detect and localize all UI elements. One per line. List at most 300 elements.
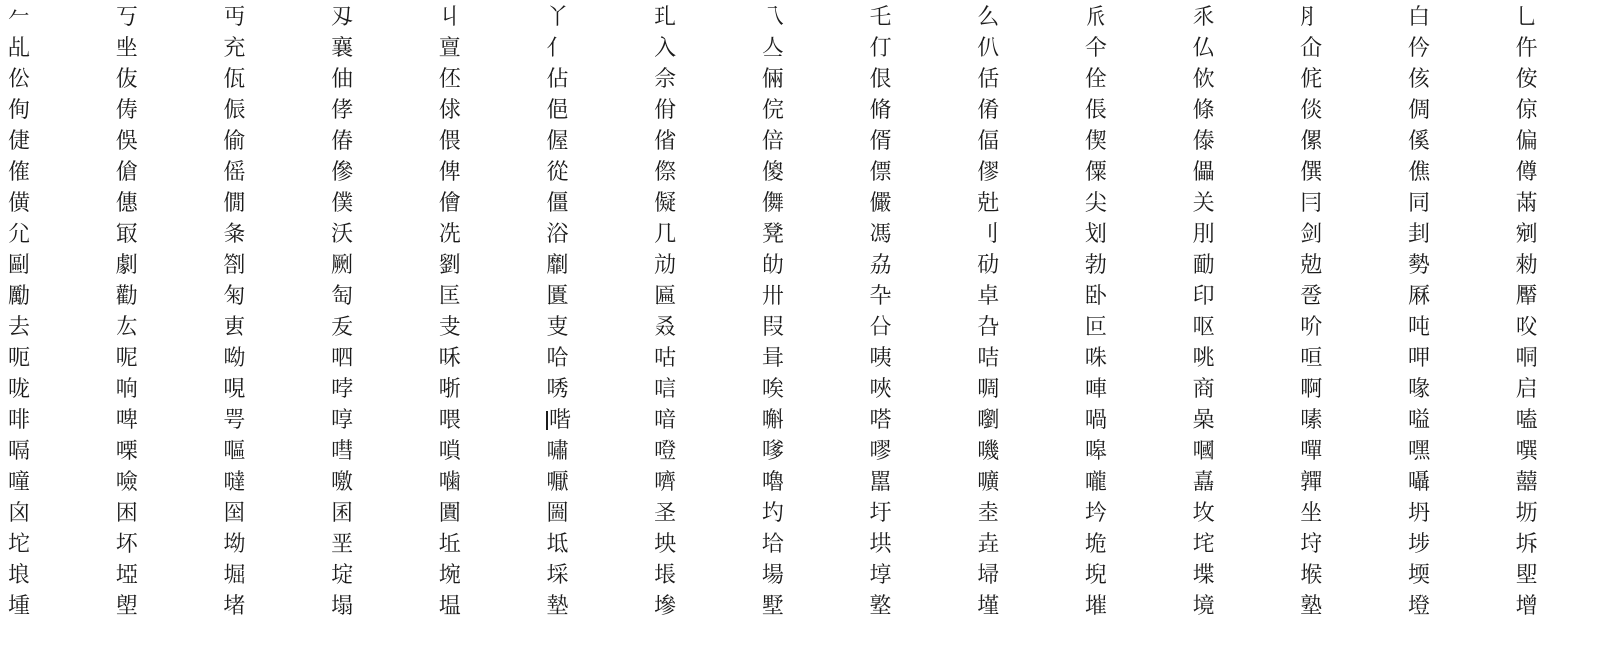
glyph-cell[interactable]: 場 [761,563,784,588]
glyph-cell[interactable]: 吨 [1407,315,1430,340]
glyph-cell[interactable]: 囁 [1407,470,1430,495]
glyph-cell[interactable]: 佤 [223,67,246,92]
glyph-cell[interactable]: 垝 [1084,532,1107,557]
glyph-cell[interactable]: 哯 [223,377,246,402]
glyph-cell[interactable]: 倀 [1084,98,1107,123]
glyph-cell[interactable]: 吤 [1300,315,1323,340]
glyph-cell[interactable]: 堀 [223,563,246,588]
glyph-cell[interactable]: 叴 [977,315,1000,340]
glyph-cell[interactable]: 坻 [546,532,569,557]
glyph-cell[interactable]: 囍 [1515,470,1538,495]
glyph-cell[interactable]: 白 [1407,5,1430,30]
glyph-cell[interactable]: 僔 [1515,160,1538,185]
glyph-cell[interactable]: 佘 [654,67,677,92]
glyph-cell[interactable]: 冣 [115,222,138,247]
glyph-cell[interactable]: 咭 [977,346,1000,371]
glyph-cell[interactable]: 丩 [438,5,461,30]
glyph-cell[interactable]: 劰 [761,253,784,278]
glyph-cell[interactable]: 埞 [331,563,354,588]
glyph-cell[interactable]: 傣 [1192,129,1215,154]
glyph-cell[interactable]: 叒 [654,315,677,340]
glyph-cell[interactable]: 囟 [8,501,31,526]
glyph-cell[interactable]: 俋 [546,98,569,123]
glyph-cell[interactable]: 噛 [438,470,461,495]
glyph-cell[interactable]: 偗 [654,129,677,154]
glyph-cell[interactable]: 刖 [1192,222,1215,247]
glyph-cell[interactable]: 卓 [977,284,1000,309]
glyph-cell[interactable]: 倜 [1407,98,1430,123]
glyph-cell[interactable]: 入 [654,36,677,61]
glyph-cell[interactable]: 浴 [546,222,569,247]
glyph-cell[interactable]: 傫 [1300,129,1323,154]
glyph-cell[interactable]: 厤 [1407,284,1430,309]
glyph-cell[interactable]: 亶 [438,36,461,61]
glyph-cell[interactable]: 堧 [1407,563,1430,588]
glyph-cell[interactable]: 厷 [115,315,138,340]
glyph-cell[interactable]: 嚕 [761,470,784,495]
glyph-cell[interactable]: 嗉 [1300,408,1323,433]
glyph-cell[interactable]: 侅 [1407,67,1430,92]
glyph-cell[interactable]: 儗 [654,191,677,216]
glyph-cell[interactable]: 沃 [331,222,354,247]
glyph-cell[interactable]: 咮 [1084,346,1107,371]
glyph-cell[interactable]: 叓 [546,315,569,340]
glyph-cell[interactable]: 丂 [115,5,138,30]
glyph-cell[interactable]: 嗥 [1084,439,1107,464]
glyph-cell[interactable]: 儛 [761,191,784,216]
glyph-cell[interactable]: 嘿 [1407,439,1430,464]
glyph-cell[interactable]: 坵 [438,532,461,557]
glyph-cell[interactable]: 僡 [115,191,138,216]
glyph-cell[interactable]: 墊 [546,594,569,619]
glyph-cell[interactable]: 喈 [546,405,654,436]
glyph-cell[interactable]: 去 [8,315,31,340]
glyph-cell[interactable]: 剾 [8,253,31,278]
glyph-cell[interactable]: 塱 [115,594,138,619]
glyph-cell[interactable]: 傪 [331,160,354,185]
glyph-cell[interactable]: 僩 [223,191,246,216]
glyph-cell[interactable]: 劂 [331,253,354,278]
glyph-cell[interactable]: 夈 [223,222,246,247]
glyph-cell[interactable]: 几 [654,222,677,247]
glyph-cell[interactable]: 亻 [546,36,569,61]
glyph-cell[interactable]: 垥 [761,532,784,557]
glyph-cell[interactable]: 呦 [223,346,246,371]
glyph-cell[interactable]: 刲 [1407,222,1430,247]
glyph-cell[interactable]: 埗 [1407,532,1430,557]
glyph-cell[interactable]: 噞 [115,470,138,495]
glyph-cell[interactable]: 啊 [1300,377,1323,402]
glyph-cell[interactable]: 佾 [654,98,677,123]
glyph-cell[interactable]: 僎 [1300,160,1323,185]
glyph-cell[interactable]: 亼 [761,36,784,61]
glyph-cell[interactable]: 匡 [438,284,461,309]
glyph-cell[interactable]: 咺 [1300,346,1323,371]
glyph-cell[interactable]: 伖 [115,67,138,92]
glyph-cell[interactable]: 唓 [1084,377,1107,402]
glyph-cell[interactable]: 圌 [546,501,569,526]
glyph-cell[interactable]: 條 [1192,98,1215,123]
glyph-cell[interactable]: 噇 [8,470,31,495]
glyph-cell[interactable]: 僬 [1407,160,1430,185]
glyph-cell[interactable]: 堹 [8,594,31,619]
glyph-cell[interactable]: 唁 [654,377,677,402]
glyph-cell[interactable]: 噭 [331,470,354,495]
glyph-cell[interactable]: 埽 [977,563,1000,588]
glyph-cell[interactable]: 嗲 [761,439,784,464]
glyph-cell[interactable]: 卅 [761,284,784,309]
glyph-cell[interactable]: 倆 [761,67,784,92]
glyph-cell[interactable]: 侒 [1515,67,1538,92]
glyph-cell[interactable]: 乁 [761,5,784,30]
glyph-cell[interactable]: 堄 [1084,563,1107,588]
glyph-cell[interactable]: 埰 [546,563,569,588]
glyph-cell[interactable]: 坜 [1515,501,1538,526]
glyph-cell[interactable]: 傜 [223,160,246,185]
glyph-cell[interactable]: 侲 [223,98,246,123]
glyph-cell[interactable]: 坼 [1515,532,1538,557]
glyph-cell[interactable]: 坱 [654,532,677,557]
glyph-cell[interactable]: 墪 [869,594,892,619]
glyph-cell[interactable]: 叏 [438,315,461,340]
glyph-cell[interactable]: 商 [1192,377,1215,402]
glyph-cell[interactable]: 兙 [977,191,1000,216]
glyph-cell[interactable]: 僵 [546,191,569,216]
glyph-cell[interactable]: 啤 [115,408,138,433]
glyph-cell[interactable]: 儈 [438,191,461,216]
glyph-cell[interactable]: 同 [1407,191,1430,216]
glyph-cell[interactable]: 嘔 [223,439,246,464]
glyph-cell[interactable]: 勵 [8,284,31,309]
glyph-cell[interactable]: 偪 [977,129,1000,154]
glyph-cell[interactable]: 唊 [869,377,892,402]
glyph-cell[interactable]: 劉 [438,253,461,278]
glyph-cell[interactable]: 俒 [761,98,784,123]
glyph-cell[interactable]: 堞 [1192,563,1215,588]
glyph-cell[interactable]: 唀 [546,377,569,402]
glyph-cell[interactable]: 啡 [8,408,31,433]
glyph-cell[interactable]: 傺 [654,160,677,185]
glyph-cell[interactable]: 乚 [1515,5,1538,30]
glyph-cell[interactable]: 埻 [869,563,892,588]
glyph-cell[interactable]: 傻 [761,160,784,185]
glyph-cell[interactable]: 噀 [1515,439,1538,464]
glyph-cell[interactable]: 偷 [223,129,246,154]
glyph-cell[interactable]: 坅 [1084,501,1107,526]
glyph-cell[interactable]: 嗌 [1407,408,1430,433]
glyph-cell[interactable]: 傖 [115,160,138,185]
glyph-cell[interactable]: 嗑 [1515,408,1538,433]
glyph-cell[interactable]: 埦 [438,563,461,588]
glyph-cell[interactable]: 埌 [8,563,31,588]
glyph-cell[interactable]: 𠂉 [8,5,31,30]
glyph-cell[interactable]: 咢 [223,408,246,433]
glyph-cell[interactable]: 墔 [1084,594,1107,619]
glyph-cell[interactable]: 侚 [8,98,31,123]
glyph-cell[interactable]: 垚 [977,532,1000,557]
glyph-cell[interactable]: 倓 [1300,98,1323,123]
glyph-cell[interactable]: 圴 [761,501,784,526]
glyph-cell[interactable]: 剜 [1515,222,1538,247]
glyph-cell[interactable]: 囷 [331,501,354,526]
glyph-cell[interactable]: 尖 [1084,191,1107,216]
glyph-cell[interactable]: 嘐 [869,439,892,464]
glyph-cell[interactable]: 勃 [1084,253,1107,278]
glyph-cell[interactable]: 嚈 [546,470,569,495]
glyph-cell[interactable]: 傒 [1407,129,1430,154]
glyph-cell[interactable]: ⺼ [1300,5,1323,30]
glyph-cell[interactable]: 㒼 [1515,191,1538,216]
glyph-cell[interactable]: 仏 [1192,36,1215,61]
glyph-cell[interactable]: 仃 [869,36,892,61]
glyph-cell[interactable]: 噔 [654,439,677,464]
glyph-cell[interactable]: 叵 [1084,315,1107,340]
glyph-cell[interactable]: 圚 [438,501,461,526]
glyph-cell[interactable]: 墋 [654,594,677,619]
glyph-cell[interactable]: 佺 [1084,67,1107,92]
glyph-cell[interactable]: 困 [115,501,138,526]
glyph-cell[interactable]: 乩 [8,36,31,61]
glyph-cell[interactable]: 么 [977,5,1000,30]
glyph-cell[interactable]: 哱 [331,377,354,402]
glyph-cell[interactable]: 叀 [223,315,246,340]
glyph-cell[interactable]: 呷 [1407,346,1430,371]
glyph-cell[interactable]: 倢 [8,129,31,154]
glyph-cell[interactable]: 侾 [331,98,354,123]
glyph-cell[interactable]: 𠂢 [1084,5,1107,30]
glyph-cell[interactable]: 勊 [1300,253,1323,278]
glyph-cell[interactable]: 叚 [761,315,784,340]
glyph-cell[interactable]: 嘓 [1192,439,1215,464]
glyph-cell[interactable]: 偏 [1515,129,1538,154]
glyph-cell[interactable]: 喙 [1407,377,1430,402]
glyph-cell[interactable]: 匋 [331,284,354,309]
glyph-cell[interactable]: 從 [546,160,569,185]
glyph-cell[interactable]: 勔 [1192,253,1215,278]
glyph-cell[interactable]: 嘒 [331,439,354,464]
glyph-cell[interactable]: 佸 [977,67,1000,92]
glyph-cell[interactable]: 仵 [1515,36,1538,61]
glyph-cell[interactable]: 僄 [869,160,892,185]
glyph-cell[interactable]: 坐 [1300,501,1323,526]
glyph-cell[interactable]: 坳 [223,532,246,557]
glyph-cell[interactable]: 勢 [1407,253,1430,278]
glyph-cell[interactable]: 咦 [869,346,892,371]
glyph-cell[interactable]: 呃 [8,346,31,371]
glyph-cell[interactable]: 偦 [869,129,892,154]
glyph-cell[interactable]: 冼 [438,222,461,247]
glyph-cell[interactable]: 㙊 [654,563,677,588]
glyph-cell[interactable]: 垨 [1300,532,1323,557]
glyph-cell[interactable]: 噠 [223,470,246,495]
glyph-cell[interactable]: 塌 [331,594,354,619]
glyph-cell[interactable]: 唉 [761,377,784,402]
glyph-cell[interactable]: 塾 [1300,594,1323,619]
glyph-cell[interactable]: 俦 [115,98,138,123]
glyph-cell[interactable]: 僇 [977,160,1000,185]
glyph-cell[interactable]: 乑 [1192,5,1215,30]
glyph-cell[interactable]: 㗚 [115,439,138,464]
glyph-cell[interactable]: 堵 [223,594,246,619]
glyph-cell[interactable]: 丫 [546,5,569,30]
glyph-cell[interactable]: 嚨 [1084,470,1107,495]
glyph-cell[interactable]: 伷 [331,67,354,92]
glyph-cell[interactable]: 僕 [331,191,354,216]
glyph-cell[interactable]: 嚲 [1300,470,1323,495]
glyph-cell[interactable]: 圩 [869,501,892,526]
glyph-cell[interactable]: 圣 [654,501,677,526]
glyph-cell[interactable]: 印 [1192,284,1215,309]
glyph-cell[interactable]: 垬 [869,532,892,557]
glyph-cell[interactable]: 偰 [1084,129,1107,154]
glyph-cell[interactable]: 勑 [1515,253,1538,278]
glyph-cell[interactable]: 俾 [438,160,461,185]
glyph-cell[interactable]: 咠 [761,346,784,371]
glyph-cell[interactable]: 劯 [977,253,1000,278]
glyph-cell[interactable]: 坏 [115,532,138,557]
glyph-cell[interactable]: 囶 [223,501,246,526]
glyph-cell[interactable]: 塭 [438,594,461,619]
glyph-cell[interactable]: 佷 [869,67,892,92]
glyph-cell[interactable]: 咊 [438,346,461,371]
glyph-cell[interactable]: 侂 [1300,67,1323,92]
glyph-cell[interactable]: 堲 [1515,563,1538,588]
glyph-cell[interactable]: 嘰 [977,439,1000,464]
glyph-cell[interactable]: 嚞 [1192,470,1215,495]
glyph-cell[interactable]: 墱 [1407,594,1430,619]
glyph-cell[interactable]: 匾 [654,284,677,309]
glyph-cell[interactable]: 僳 [1084,160,1107,185]
glyph-cell[interactable]: 尣 [8,222,31,247]
glyph-cell[interactable]: 嘽 [1300,439,1323,464]
glyph-cell[interactable]: 俁 [115,129,138,154]
glyph-cell[interactable]: 启 [1515,377,1538,402]
glyph-cell[interactable]: 儡 [1192,160,1215,185]
glyph-cell[interactable]: 垞 [1192,532,1215,557]
glyph-cell[interactable]: 呕 [1192,315,1215,340]
glyph-cell[interactable]: 凳 [761,222,784,247]
glyph-cell[interactable]: 啁 [977,377,1000,402]
glyph-cell[interactable]: 喑 [654,408,677,433]
glyph-cell[interactable]: 伾 [438,67,461,92]
glyph-cell[interactable]: 喿 [1192,408,1215,433]
glyph-cell[interactable]: 仱 [1407,36,1430,61]
glyph-cell[interactable]: 脩 [869,98,892,123]
glyph-cell[interactable]: 伀 [8,67,31,92]
glyph-cell[interactable]: 乇 [869,5,892,30]
glyph-cell[interactable]: 坴 [977,501,1000,526]
glyph-cell[interactable]: 儼 [869,191,892,216]
glyph-cell[interactable]: 嚝 [977,470,1000,495]
glyph-cell[interactable]: 偓 [546,129,569,154]
glyph-cell[interactable]: 匊 [223,284,246,309]
glyph-cell[interactable]: 劥 [654,253,677,278]
glyph-cell[interactable]: 劄 [223,253,246,278]
glyph-cell[interactable]: 增 [1515,594,1538,619]
glyph-cell[interactable]: 剑 [1300,222,1323,247]
glyph-cell[interactable]: 玌 [654,5,677,30]
glyph-cell[interactable]: 仈 [977,36,1000,61]
glyph-cell[interactable]: 哃 [1515,346,1538,371]
glyph-cell[interactable]: 刄 [331,5,354,30]
glyph-cell[interactable]: 坍 [1407,501,1430,526]
glyph-cell[interactable]: 咙 [8,377,31,402]
glyph-cell[interactable]: 佽 [1192,67,1215,92]
glyph-cell[interactable]: 墅 [761,594,784,619]
glyph-cell[interactable]: 丏 [223,5,246,30]
glyph-cell[interactable]: 刂 [977,222,1000,247]
glyph-cell[interactable]: 僙 [8,191,31,216]
glyph-cell[interactable]: 偆 [331,129,354,154]
glyph-cell[interactable]: 喎 [1084,408,1107,433]
glyph-cell[interactable]: 堠 [1300,563,1323,588]
glyph-cell[interactable]: 卆 [869,284,892,309]
glyph-cell[interactable]: 㕮 [1515,315,1538,340]
glyph-cell[interactable]: 倄 [977,98,1000,123]
glyph-cell[interactable]: 咕 [654,346,677,371]
glyph-cell[interactable]: 厴 [1515,284,1538,309]
glyph-cell[interactable]: 卺 [1300,284,1323,309]
glyph-cell[interactable]: 嚠 [977,408,1000,433]
glyph-cell[interactable]: 㕣 [869,315,892,340]
glyph-cell[interactable]: 呢 [115,346,138,371]
glyph-cell[interactable]: 划 [1084,222,1107,247]
glyph-cell[interactable]: 俅 [438,98,461,123]
glyph-cell[interactable]: 傕 [8,160,31,185]
glyph-cell[interactable]: 倞 [1515,98,1538,123]
glyph-cell[interactable]: 呬 [331,346,354,371]
glyph-cell[interactable]: 坆 [1192,501,1215,526]
glyph-cell[interactable]: 嗒 [869,408,892,433]
glyph-cell[interactable]: 劦 [869,253,892,278]
glyph-cell[interactable]: 垩 [331,532,354,557]
glyph-cell[interactable]: 卧 [1084,284,1107,309]
glyph-cell[interactable]: 啍 [331,408,354,433]
glyph-cell[interactable]: 喂 [438,408,461,433]
glyph-cell[interactable]: 馮 [869,222,892,247]
glyph-cell[interactable]: 佔 [546,67,569,92]
glyph-cell[interactable]: 哳 [438,377,461,402]
glyph-cell[interactable]: 嘝 [761,408,784,433]
glyph-cell[interactable]: 嗝 [8,439,31,464]
glyph-cell[interactable]: 匱 [546,284,569,309]
glyph-cell[interactable]: 㘴 [115,36,138,61]
glyph-cell[interactable]: 勸 [115,284,138,309]
glyph-cell[interactable]: 嘯 [546,439,569,464]
glyph-cell[interactable]: 叐 [331,315,354,340]
glyph-cell[interactable]: 倍 [761,129,784,154]
glyph-cell[interactable]: 劇 [115,253,138,278]
glyph-cell[interactable]: 埡 [115,563,138,588]
glyph-cell[interactable]: 坨 [8,532,31,557]
glyph-cell[interactable]: 偎 [438,129,461,154]
glyph-cell[interactable]: 境 [1192,594,1215,619]
glyph-cell[interactable]: 咷 [1192,346,1215,371]
glyph-cell[interactable]: 冃 [1300,191,1323,216]
glyph-cell[interactable]: 充 [223,36,246,61]
glyph-cell[interactable]: 嗩 [438,439,461,464]
glyph-cell[interactable]: 嚌 [654,470,677,495]
glyph-cell[interactable]: 嚚 [869,470,892,495]
glyph-cell[interactable]: 墐 [977,594,1000,619]
glyph-cell[interactable]: 响 [115,377,138,402]
glyph-cell[interactable]: 襄 [331,36,354,61]
glyph-cell[interactable]: 仚 [1300,36,1323,61]
glyph-cell[interactable]: 哈 [546,346,569,371]
glyph-cell[interactable]: 仐 [1084,36,1107,61]
glyph-cell[interactable]: 劘 [546,253,569,278]
glyph-cell[interactable]: 关 [1192,191,1215,216]
